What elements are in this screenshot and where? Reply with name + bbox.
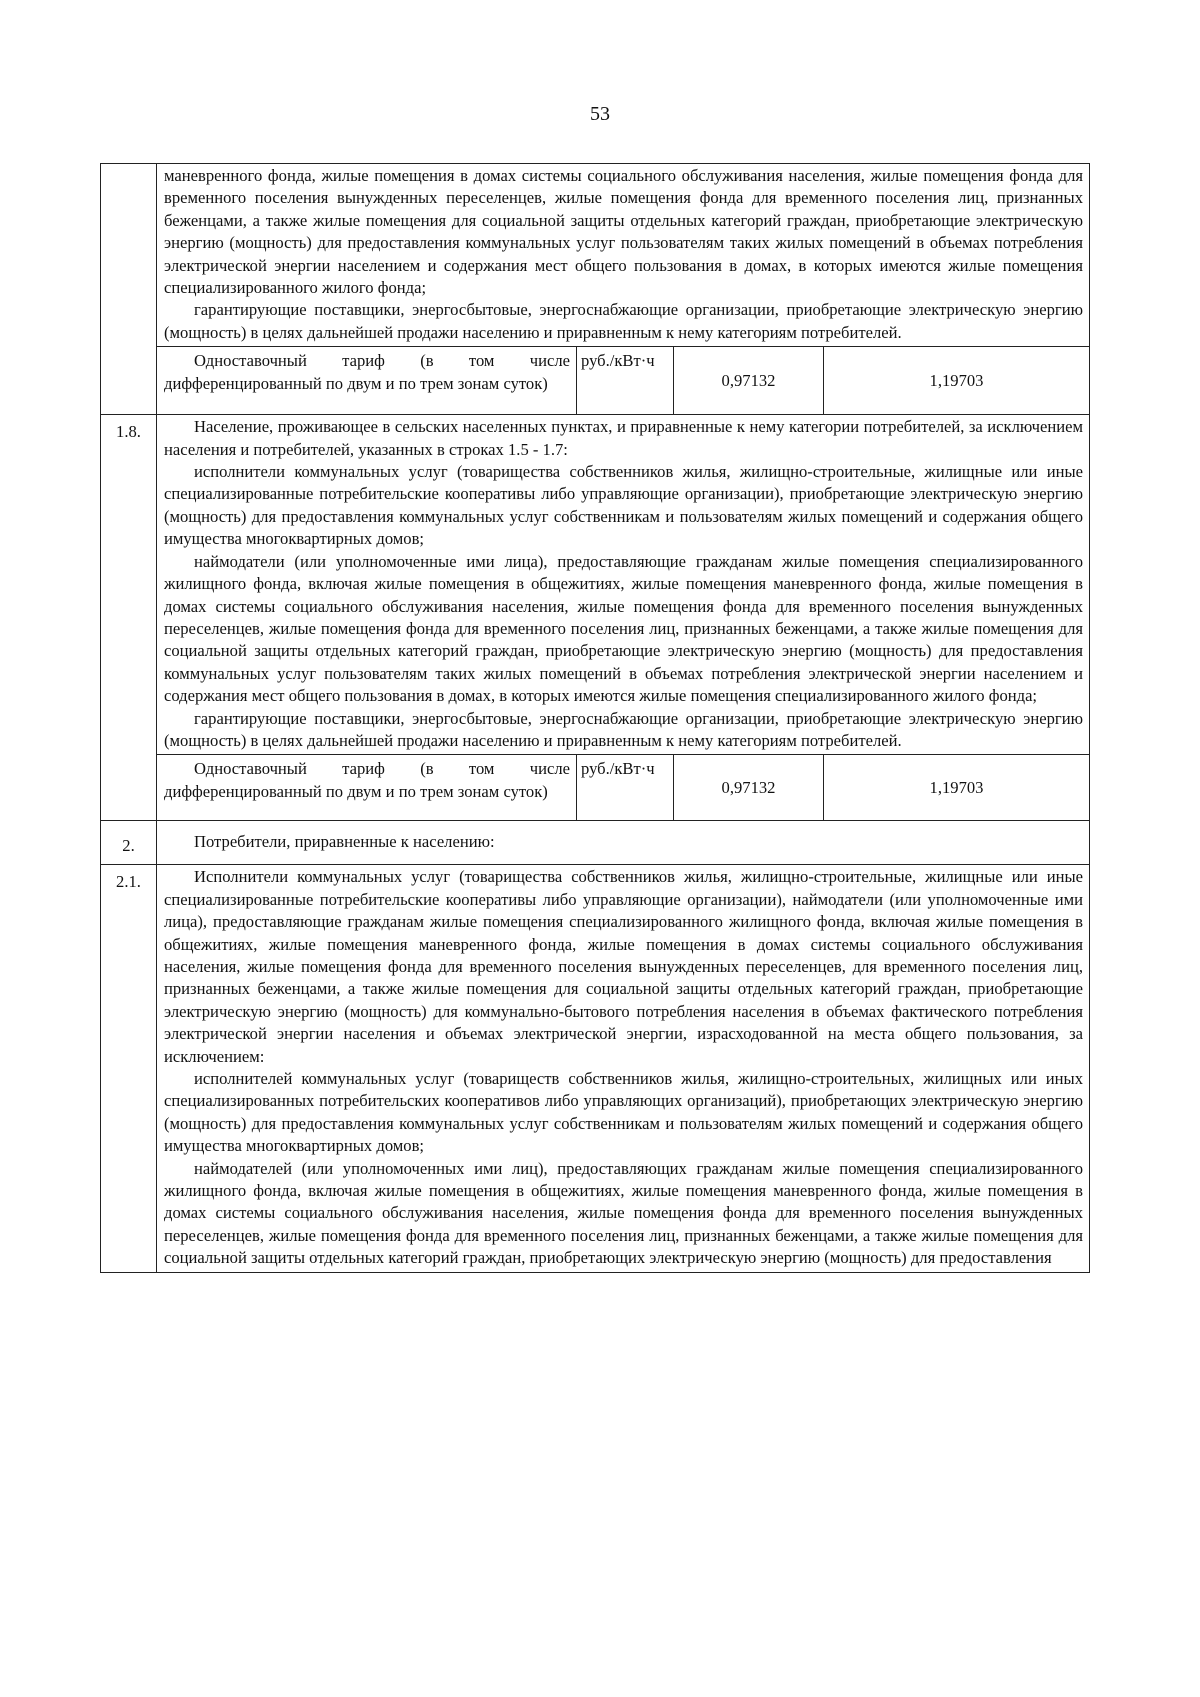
row-number-cell [101, 164, 157, 347]
page-number: 53 [590, 103, 610, 125]
paragraph: гарантирующие поставщики, энергосбытовые, энергоснабжающие организации, приобретающие электрическую энергию (мощность) в целях дальнейшей продажи населению и приравненным к нему категориям потребителей. [164, 708, 1083, 750]
row-number: 2. [101, 821, 157, 865]
paragraph: Население, проживающее в сельских населенных пунктах, и приравненные к нему категории потребителей, за исключением населения и потребителей, указанных в строках 1.5 - 1.7: [164, 417, 1083, 459]
table-row-2-1 [101, 865, 1090, 1272]
paragraph: исполнители коммунальных услуг (товарищества собственников жилья, жилищно-строительные, жилищные или иные специализированные потребительские кооперативы либо управляющие организации), приобретающие электрическую энергию (мощность) для предоставления коммунальных услуг собственникам и пользователям жилых помещений и содержания общего имущества многоквартирных домов; [164, 462, 1083, 549]
unit-cell: руб./кВт·ч [577, 347, 674, 415]
tariff-table [100, 163, 1090, 1273]
row-description [157, 415, 1090, 755]
paragraph: наймодатели (или уполномоченные ими лица), предоставляющие гражданам жилые помещения специализированного жилищного фонда, включая жилые помещения в общежитиях, жилые помещения маневренного фонда, жилые помещения в домах системы социального обслуживания населения, жилые помещения фонда для временного поселения вынужденных переселенцев, жилые помещения фонда для временного поселения лиц, признанных беженцами, а также жилые помещения для социальной защиты отдельных категорий граждан, приобретающие электрическую энергию (мощность) для предоставления коммунальных услуг пользователям таких жилых помещений в объемах потребления электрической энергии населением и содержания мест общего пользования в домах, в которых имеются жилые помещения специализированного жилого фонда; [164, 551, 1083, 706]
paragraph: Исполнители коммунальных услуг (товарищества собственников жилья, жилищно-строительные, жилищные или иные специализированные потребительские кооперативы либо управляющие организации), наймодатели (или уполномоченные ими лица), предоставляющие гражданам жилые помещения специализированного жилищного фонда, включая жилые помещения в общежитиях, жилые помещения маневренного фонда, жилые помещения в домах системы социального обслуживания населения, жилые помещения фонда для временного поселения вынужденных переселенцев, для временного поселения лиц, признанных беженцами, а также жилые помещения для социальной защиты отдельных категорий граждан, приобретающие электрическую энергию (мощность) для коммунально-бытового потребления населения в объемах фактического потребления электрической энергии населения и объемах электрической энергии, израсходованной на места общего пользования, за исключением: [164, 867, 1083, 1066]
tariff-value-2: 1,19703 [824, 755, 1090, 821]
table-row-continuation [101, 164, 1090, 347]
table-row-2 [101, 821, 1090, 865]
paragraph: наймодателей (или уполномоченных ими лиц), предоставляющих гражданам жилые помещения специализированного жилищного фонда, включая жилые помещения в общежитиях, жилые помещения маневренного фонда, жилые помещения в домах системы социального обслуживания населения, жилые помещения фонда для временного поселения вынужденных переселенцев, жилые помещения фонда для временного поселения лиц, признанных беженцами, а также жилые помещения для социальной защиты отдельных категорий граждан, приобретающих электрическую энергию (мощность) для предоставления [164, 1158, 1083, 1268]
table-row-tariff [101, 755, 1090, 821]
tariff-label: Одноставочный тариф (в том числе дифференцированный по двум и по трем зонам суток) [157, 755, 577, 821]
tariff-value-1: 0,97132 [674, 755, 824, 821]
row-number: 2.1. [101, 865, 157, 1272]
tariff-value-2: 1,19703 [824, 347, 1090, 415]
tariff-label: Одноставочный тариф (в том числе дифференцированный по двум и по трем зонам суток) [157, 347, 577, 415]
row-number-cell [101, 347, 157, 415]
row-description [157, 865, 1090, 1272]
row-description [157, 821, 1090, 865]
paragraph: исполнителей коммунальных услуг (товариществ собственников жилья, жилищно-строительных, жилищных или иных специализированных потребительских кооперативов либо управляющих организаций), приобретающих электрическую энергию (мощность) для предоставления коммунальных услуг собственникам и пользователям жилых помещений и содержания общего имущества многоквартирных домов; [164, 1069, 1083, 1156]
table-row-tariff [101, 347, 1090, 415]
paragraph: маневренного фонда, жилые помещения в домах системы социального обслуживания населения, жилые помещения фонда для временного поселения вынужденных переселенцев, жилые помещения фонда для временного поселения лиц, признанных беженцами, а также жилые помещения для социальной защиты отдельных категорий граждан, приобретающие электрическую энергию (мощность) для предоставления коммунальных услуг пользователям таких жилых помещений в объемах потребления электрической энергии населением и содержания мест общего пользования в домах, в которых имеются жилые помещения специализированного жилого фонда; [164, 166, 1083, 298]
unit-cell: руб./кВт·ч [577, 755, 674, 821]
row-number: 1.8. [101, 415, 157, 755]
paragraph: Потребители, приравненные к населению: [194, 832, 495, 852]
row-number-cell [101, 755, 157, 821]
tariff-value-1: 0,97132 [674, 347, 824, 415]
table-row-1-8 [101, 415, 1090, 755]
row-description [157, 164, 1090, 347]
paragraph: гарантирующие поставщики, энергосбытовые, энергоснабжающие организации, приобретающие электрическую энергию (мощность) в целях дальнейшей продажи населению и приравненным к нему категориям потребителей. [164, 300, 1083, 342]
